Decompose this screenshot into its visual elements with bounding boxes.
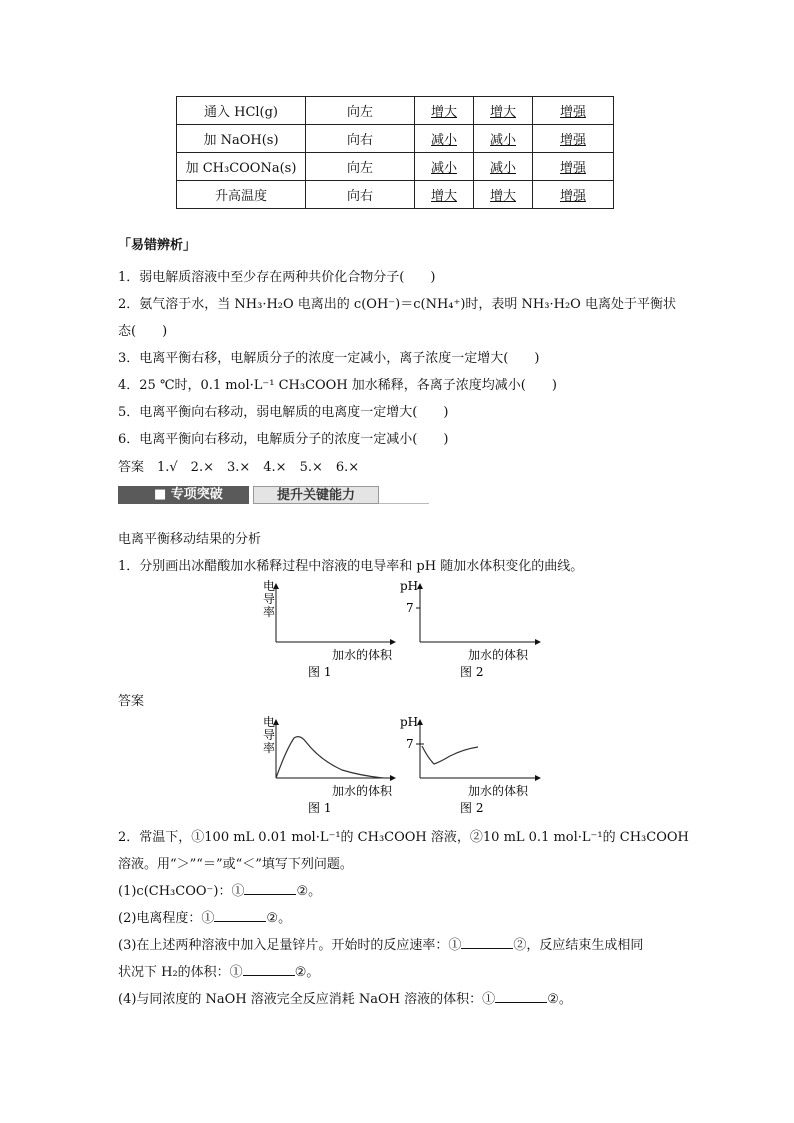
section-banner — [118, 486, 430, 508]
underlined-answer: 减小 — [430, 133, 457, 148]
underlined-answer: 减小 — [489, 161, 516, 176]
underlined-answer: 减小 — [489, 133, 516, 148]
table-cell — [533, 181, 614, 209]
q1-text: 1．分别画出冰醋酸加水稀释过程中溶液的电导率和 pH 随加水体积变化的曲线。 — [118, 559, 584, 574]
ans-ylabel-1a: 电 — [263, 715, 276, 729]
equilibrium-table — [176, 96, 614, 209]
banner-left: ■ 专项突破 — [118, 486, 249, 504]
underlined-answer: 增大 — [489, 189, 516, 204]
q2-part-4: (4)与同浓度的 NaOH 溶液完全反应消耗 NaOH 溶液的体积：① ②。 — [118, 992, 572, 1007]
underlined-answer: 增大 — [430, 189, 457, 204]
conductivity-curve — [276, 737, 384, 778]
table-cell — [533, 97, 614, 125]
q2-line-2: 溶液。用“＞”“＝”或“＜”填写下列问题。 — [118, 857, 353, 872]
q2-part-3: (3)在上述两种溶液中加入足量锌片。开始时的反应速率：① ②，反应结束生成相同 — [118, 938, 644, 953]
xlabel-1: 加水的体积 — [332, 648, 393, 662]
underlined-answer: 增大 — [430, 105, 457, 120]
blank-1[interactable] — [244, 882, 296, 895]
q2-part-1: (1)c(CH₃COO⁻)：① ②。 — [118, 884, 322, 899]
table-cell — [474, 97, 533, 125]
table-cell — [533, 153, 614, 181]
blank-5[interactable] — [495, 990, 547, 1003]
fig-2-caption: 图 2 — [460, 665, 484, 679]
table-cell: 向左 — [306, 97, 415, 125]
table-cell: 向右 — [306, 181, 415, 209]
ylabel-1c: 率 — [263, 605, 276, 619]
underlined-answer: 增强 — [559, 161, 586, 176]
underlined-answer: 增大 — [489, 105, 516, 120]
ans-xlabel-1: 加水的体积 — [332, 784, 393, 798]
underlined-answer: 增强 — [559, 105, 586, 120]
ph-curve — [422, 746, 478, 764]
table-cell — [415, 97, 474, 125]
table-row — [177, 181, 614, 209]
banner-right: 提升关键能力 — [253, 486, 379, 504]
error-item-6: 6．电离平衡向右移动，电解质分子的浓度一定减小( ) — [118, 432, 449, 447]
section-title: 电离平衡移动结果的分析 — [118, 532, 262, 547]
ans-ylabel-1c: 率 — [263, 741, 276, 755]
q2-part-3-cont: 状况下 H₂的体积：① ②。 — [118, 965, 320, 980]
q2-part-2: (2)电离程度：① ②。 — [118, 911, 292, 926]
blank-3[interactable] — [461, 936, 513, 949]
ans-ylabel-2: pH — [400, 715, 419, 729]
table-cell: 升高温度 — [177, 181, 306, 209]
fig-1-caption: 图 1 — [308, 665, 332, 679]
underlined-answer: 增强 — [559, 133, 586, 148]
ans-fig-2-caption: 图 2 — [460, 801, 484, 815]
table-row — [177, 153, 614, 181]
error-analysis-heading: 「易错辨析」 — [118, 238, 197, 253]
error-item-2-cont: 态( ) — [118, 324, 168, 339]
table-cell — [474, 125, 533, 153]
blank-2[interactable] — [214, 909, 266, 922]
xlabel-2: 加水的体积 — [468, 648, 529, 662]
table-cell — [474, 153, 533, 181]
error-item-4: 4．25 ℃时，0.1 mol·L⁻¹ CH₃COOH 加水稀释，各离子浓度均减小( ) — [118, 378, 557, 393]
table-cell: 向左 — [306, 153, 415, 181]
banner-rule — [379, 503, 429, 504]
table-cell: 加 CH₃COONa(s) — [177, 153, 306, 181]
ans-xlabel-2: 加水的体积 — [468, 784, 529, 798]
q2-line-1: 2．常温下，①100 mL 0.01 mol·L⁻¹的 CH₃COOH 溶液，②10 mL 0.1 mol·L⁻¹的 CH₃COOH — [118, 830, 689, 845]
table-cell — [474, 181, 533, 209]
tick-7-label: 7 — [406, 601, 414, 615]
table-cell — [533, 125, 614, 153]
table-cell: 向右 — [306, 125, 415, 153]
empty-graphs — [250, 578, 550, 682]
error-item-5: 5．电离平衡向右移动，弱电解质的电离度一定增大( ) — [118, 405, 449, 420]
table-cell — [415, 153, 474, 181]
blank-4[interactable] — [243, 963, 295, 976]
ans-ylabel-1b: 导 — [263, 728, 276, 742]
error-item-3: 3．电离平衡右移，电解质分子的浓度一定减小，离子浓度一定增大( ) — [118, 351, 540, 366]
error-item-1: 1．弱电解质溶液中至少存在两种共价化合物分子( ) — [118, 270, 436, 285]
ylabel-2: pH — [400, 579, 419, 593]
underlined-answer: 减小 — [430, 161, 457, 176]
q1-answer-label: 答案 — [118, 694, 145, 709]
ans-tick-7-label: 7 — [406, 737, 414, 751]
table-cell — [415, 125, 474, 153]
answer-graphs — [250, 714, 550, 818]
error-item-2: 2．氨气溶于水，当 NH₃·H₂O 电离出的 c(OH⁻)＝c(NH₄⁺)时，表明 NH₃·H₂O 电离处于平衡状 — [118, 297, 676, 312]
ylabel-1a: 电 — [263, 579, 276, 593]
table-cell: 通入 HCl(g) — [177, 97, 306, 125]
ans-fig-1-caption: 图 1 — [308, 801, 332, 815]
error-answer: 答案 1.√ 2.× 3.× 4.× 5.× 6.× — [118, 460, 360, 475]
table-row — [177, 125, 614, 153]
ylabel-1b: 导 — [263, 592, 276, 606]
underlined-answer: 增强 — [559, 189, 586, 204]
table-row — [177, 97, 614, 125]
table-cell — [415, 181, 474, 209]
table-cell: 加 NaOH(s) — [177, 125, 306, 153]
